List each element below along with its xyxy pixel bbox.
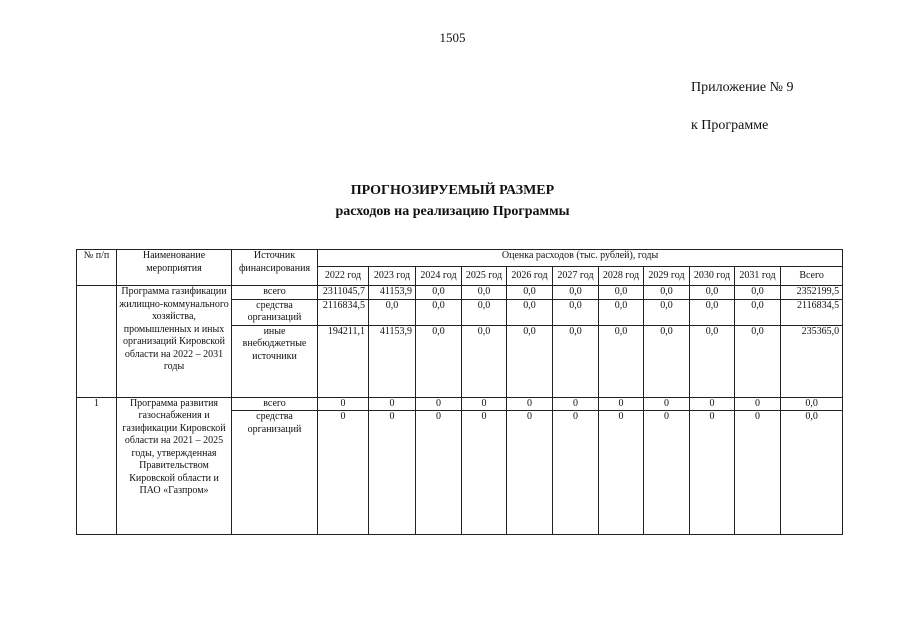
cell-value: 0	[690, 411, 735, 535]
title-line-1: ПРОГНОЗИРУЕМЫЙ РАЗМЕР	[350, 183, 555, 198]
cell-value: 0,0	[462, 325, 507, 397]
cell-value: 0,0	[553, 299, 599, 325]
cell-value: 0	[318, 397, 369, 411]
cell-value: 0	[462, 397, 507, 411]
header-year: 2031 год	[735, 267, 781, 286]
header-year: 2030 год	[690, 267, 735, 286]
cell-value: 0,0	[507, 325, 553, 397]
cell-value: 0	[416, 397, 462, 411]
cell-total: 0,0	[781, 411, 843, 535]
cell-value: 0,0	[507, 299, 553, 325]
cell-value: 0	[644, 411, 690, 535]
cell-value: 41153,9	[369, 286, 416, 300]
cell-value: 0	[553, 397, 599, 411]
expenses-table	[76, 249, 843, 535]
title-line-2: расходов на реализацию Программы	[335, 204, 570, 219]
cell-value: 0	[416, 411, 462, 535]
cell-value: 0	[369, 397, 416, 411]
cell-value: 0	[735, 411, 781, 535]
cell-value: 0,0	[644, 286, 690, 300]
header-source: Источник финансирования	[232, 250, 318, 286]
cell-value: 0	[507, 397, 553, 411]
header-year: 2027 год	[553, 267, 599, 286]
cell-value: 0,0	[644, 299, 690, 325]
header-year: 2026 год	[507, 267, 553, 286]
cell-value: 0,0	[690, 286, 735, 300]
row-source: всего	[232, 286, 318, 300]
header-year: 2029 год	[644, 267, 690, 286]
header-year: 2023 год	[369, 267, 416, 286]
cell-value: 0,0	[599, 299, 644, 325]
cell-value: 194211,1	[318, 325, 369, 397]
header-total: Всего	[781, 267, 843, 286]
cell-value: 0,0	[416, 286, 462, 300]
cell-value: 0	[599, 411, 644, 535]
header-name: Наименование мероприятия	[117, 250, 232, 286]
table-row	[77, 286, 843, 300]
cell-value: 0	[553, 411, 599, 535]
header-year: 2028 год	[599, 267, 644, 286]
header-year: 2025 год	[462, 267, 507, 286]
cell-value: 0,0	[644, 325, 690, 397]
cell-value: 0	[735, 397, 781, 411]
cell-value: 2116834,5	[318, 299, 369, 325]
row-source: иные внебюджетные источники	[232, 325, 318, 397]
cell-value: 2311045,7	[318, 286, 369, 300]
cell-value: 0,0	[553, 325, 599, 397]
cell-value: 0,0	[369, 299, 416, 325]
cell-value: 0,0	[599, 286, 644, 300]
cell-value: 0,0	[735, 299, 781, 325]
row-no	[77, 286, 117, 398]
row-name: Программа газификации жилищно-коммунального хозяйства, промышленных и иных организаций Кировской области на 2022 – 2031 годы	[117, 286, 232, 398]
header-no: № п/п	[77, 250, 117, 286]
table-row	[77, 397, 843, 411]
appendix-label: Приложение № 9	[691, 80, 794, 95]
cell-value: 0,0	[416, 325, 462, 397]
cell-value: 0	[644, 397, 690, 411]
cell-value: 0,0	[735, 286, 781, 300]
cell-value: 0,0	[690, 299, 735, 325]
cell-value: 0	[690, 397, 735, 411]
cell-value: 0,0	[553, 286, 599, 300]
header-year: 2022 год	[318, 267, 369, 286]
cell-value: 0,0	[507, 286, 553, 300]
row-no: 1	[77, 397, 117, 535]
row-name: Программа развития газоснабжения и газификации Кировской области на 2021 – 2025 годы, утвержденная Правительством Кировской области и ПАО «Газпром»	[117, 397, 232, 535]
cell-value: 0	[369, 411, 416, 535]
cell-value: 0,0	[462, 286, 507, 300]
cell-total: 0,0	[781, 397, 843, 411]
cell-value: 0	[599, 397, 644, 411]
cell-value: 0	[318, 411, 369, 535]
cell-value: 0,0	[416, 299, 462, 325]
row-source: средства организаций	[232, 411, 318, 535]
cell-value: 0	[507, 411, 553, 535]
header-estimate: Оценка расходов (тыс. рублей), годы	[318, 250, 843, 267]
appendix-sub: к Программе	[691, 118, 769, 133]
document-title	[0, 180, 905, 222]
cell-total: 2352199,5	[781, 286, 843, 300]
page-number: 1505	[439, 30, 466, 45]
cell-value: 0,0	[735, 325, 781, 397]
header-year: 2024 год	[416, 267, 462, 286]
cell-total: 235365,0	[781, 325, 843, 397]
row-source: всего	[232, 397, 318, 411]
cell-value: 0	[462, 411, 507, 535]
cell-total: 2116834,5	[781, 299, 843, 325]
cell-value: 0,0	[599, 325, 644, 397]
cell-value: 0,0	[462, 299, 507, 325]
cell-value: 41153,9	[369, 325, 416, 397]
cell-value: 0,0	[690, 325, 735, 397]
row-source: средства организаций	[232, 299, 318, 325]
